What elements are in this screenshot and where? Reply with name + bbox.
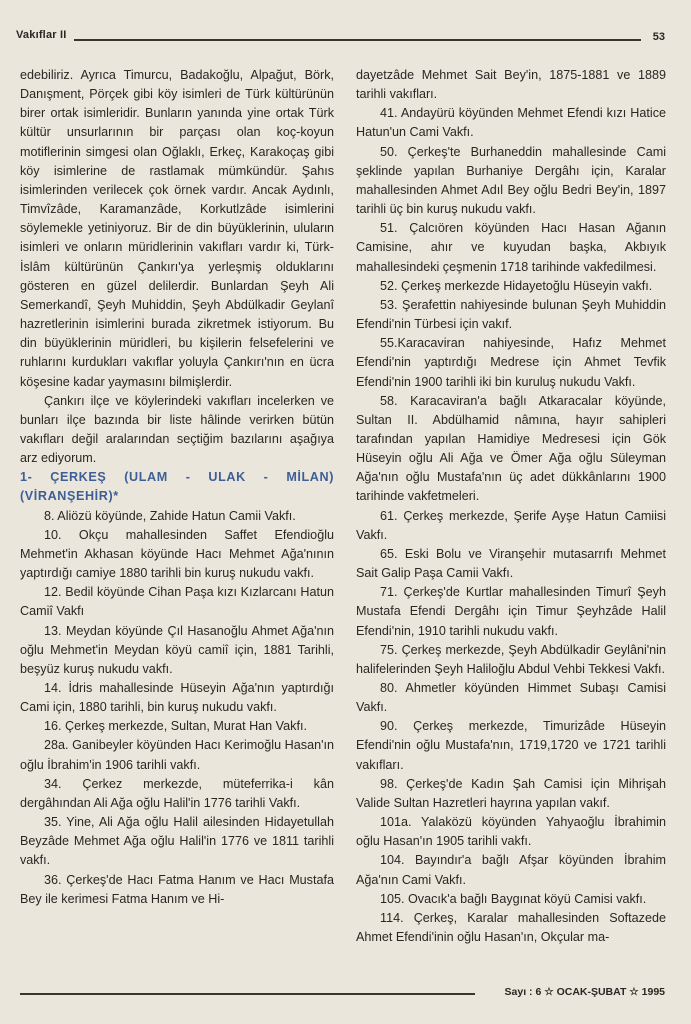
list-item: 75. Çerkeş merkezde, Şeyh Abdülkadir Geylâni'nin halifelerinden Şeyh Haliloğlu Abdul Vehbi Tekkesi Vakfı. [356, 642, 666, 676]
intro-paragraph-1: edebiliriz. Ayrıca Timurcu, Badakoğlu, Alpağut, Börk, Danışment, Pörçek gibi köy isimleri de Türk kültürünün birer ortak isimleridir. Bunların yanında yine ortak Türk kültür unsurlarının bir parçası olan koç-koyun motiflerinin simgesi olan Oğlaklı, Erkeç, Karakoçaş gibi köy isimlerine de rastlamak mümkündür. Şahıs isimlerinden verilecek çok örnek vardır. Ancak Aydınlı, Timvîzâde, Karamanzâde, Korkutlzâde isimlerini söylemekle yetiniyoruz. Bir de din büyüklerinin, ulularιn isimleri ve onların müridlerinin vakıfları vardır ki, Türk-İslâm kültürünün Çankırı'ya yerleşmiş olduklarını gösteren en güzel delilerdir. Bunlardan Şeyh Ali Semerkandî, Şeyh Muhiddin, Şeyh Abdülkadir Geylanî hazretlerinin isimlerini burada zikretmek istiyorum. Bu din büyüklerinin müridleri, bu kişilerin felsefelerini ve ruhlarını kurdukları vakıflar yoluyla Çankırı'nın en ücra köşesine kadar yaymasını bilmişlerdir. [20, 68, 334, 389]
issue-year: 1995 [641, 986, 665, 998]
list-item: 53. Şerafettin nahiyesinde bulunan Şeyh Muhiddin Efendi'nin Türbesi için vakıf. [356, 297, 666, 332]
header-rule [74, 39, 641, 41]
left-column [20, 66, 334, 909]
list-item: 50. Çerkeş'te Burhaneddin mahallesinde Cami şeklinde yapılan Burhaniye Dergâhı için, Karalar mahallesinden Ahmet Adıl Bey oğlu Bedri Bey'in, 1897 tarihli üç bin kuruş nukudu vakfı. [356, 144, 666, 217]
list-item: 104. Bayındır'a bağlı Afşar köyünden İbrahim Ağa'nın Cami Vakfı. [356, 853, 666, 887]
list-item: 41. Andayürü köyünden Mehmet Efendi kızı Hatice Hatun'un Cami Vakfı. [356, 106, 666, 140]
star-icon: ☆ [544, 986, 554, 998]
list-item: 105. Ovacık'a bağlı Baygınat köyü Camisi vakfı. [380, 891, 647, 906]
list-item: 101a. Yalaközü köyünden Yahyaoğlu İbrahimin oğlu Hasan'ın 1905 tarihli vakfı. [356, 815, 666, 849]
list-item: 10. Okçu mahallesinden Saffet Efendioğlu Mehmet'in Akhasan köyünde Hacı Mehmet Ağa'nının yaptırdığı camiye 1880 tarihli bin kuruş nukudu vakfı. [20, 527, 334, 581]
issue-number: Sayı : 6 [504, 986, 542, 998]
journal-title: Vakıflar II [16, 29, 67, 41]
list-item: 58. Karacaviran'a bağlı Atkaracalar köyünde, Sultan II. Abdülhamid nâmına, hayır sahipleri tarafından yapılan Hamidiye Medresesi için Gök Hüseyin oğlu Ali Ağa ve Ömer Ağa oğlu Süleyman Ağa'nın oğlu Mustafa'nın üç adet dükkânlarını 1900 tarihinde vakfetmeleri. [356, 393, 666, 504]
list-item: 12. Bedil köyünde Cihan Paşa kızı Kızlarcanı Hatun Camiî Vakfı [20, 585, 334, 619]
list-item: 8. Aliözü köyünde, Zahide Hatun Camii Vakfı. [44, 508, 296, 523]
list-item: 14. İdris mahallesinde Hüseyin Ağa'nın yaptırdığı Cami için, 1880 tarihli, bin kuruş nukudu vakfı. [20, 681, 334, 715]
list-item: 61. Çerkeş merkezde, Şerife Ayşe Hatun Camiisi Vakfı. [356, 508, 666, 542]
list-item: 36. Çerkeş'de Hacı Fatma Hanım ve Hacı Mustafa Bey ile kerimesi Fatma Hanım ve Hi- [20, 872, 334, 906]
section-heading: 1- ÇERKEŞ (ULAM - ULAK - MİLAN) (VİRANŞEHİR)* [20, 470, 334, 504]
star-icon: ☆ [629, 986, 639, 998]
intro-paragraph-2: Çankırı ilçe ve köylerindeki vakıfları incelerken ve bunları ilçe bazında bir liste hâlinde verirken bütün vakıfları değil aralarından seçtiğim bazılarını aşağıya arz ediyorum. [20, 393, 334, 466]
page-header [16, 26, 665, 48]
list-item: 34. Çerkez merkezde, müteferrika-i kân dergâhından Ali Ağa oğlu Halil'in 1776 tarihli Vakfı. [20, 776, 334, 810]
list-item: 52. Çerkeş merkezde Hidayetoğlu Hüseyin vakfı. [380, 278, 653, 293]
list-item: dayetzâde Mehmet Sait Bey'in, 1875-1881 ve 1889 tarihli vakıfları. [356, 68, 666, 102]
list-item: 51. Çalcıören köyünden Hacı Hasan Ağanın Camisine, ahır ve kuyudan başka, Akbıyık mahallesindeki çeşmenin 1718 tarihinde vakfedilmesi. [356, 221, 666, 274]
page-footer [20, 986, 665, 1006]
footer-rule [20, 993, 475, 995]
list-item: 71. Çerkeş'de Kurtlar mahallesinden Timurî Şeyh Mustafa Efendi Dergâhı için Timur Şeyhzâde Halil Efendi'nin, 1910 tarihli nukudu vakfı. [356, 585, 666, 638]
list-item: 98. Çerkeş'de Kadın Şah Camisi için Mihrişah Valide Sultan Hazretleri hayrına yapılan vakıf. [356, 776, 666, 810]
list-item: 65. Eski Bolu ve Viranşehir mutasarrıfı Mehmet Sait Galip Paşa Camii Vakfı. [356, 546, 666, 581]
list-item: 13. Meydan köyünde Çıl Hasanoğlu Ahmet Ağa'nın oğlu Mehmet'in Meydan köyü camiî için, 1881 Tarihli, beşyüz kuruş nukudu vakfı. [20, 623, 334, 676]
list-item: 16. Çerkeş merkezde, Sultan, Murat Han Vakfı. [44, 719, 307, 734]
issue-period: OCAK-ŞUBAT [556, 986, 627, 998]
list-item: 55.Karacaviran nahiyesinde, Hafız Mehmet Efendi'nin yaptırdığı Medrese için Ahmet Tevfik Efendi'nin 1900 tarihli iki bin kuruluş nukudu Vakfı. [356, 336, 666, 389]
page-number: 53 [652, 31, 665, 43]
list-item: 90. Çerkeş merkezde, Timurizâde Hüseyin Efendi'nin oğlu Mustafa'nın, 1719,1720 ve 1721 tarihli vakıfları. [356, 719, 666, 772]
list-item: 35. Yine, Ali Ağa oğlu Halil ailesinden Hidayetullah Beyzâde Mehmet Ağa oğlu Halil'in 1776 ve 1811 tarihli vakfı. [20, 815, 334, 868]
right-column [356, 66, 666, 947]
list-item: 80. Ahmetler köyünden Himmet Subaşı Camisi Vakfı. [356, 681, 666, 715]
list-item: 28a. Ganibeyler köyünden Hacı Kerimoğlu Hasan'ın oğlu İbrahim'in 1906 tarihli vakfı. [20, 738, 334, 772]
list-item: 114. Çerkeş, Karalar mahallesinden Softazede Ahmet Efendi'inin oğlu Hasan'ın, Okçular ma- [356, 910, 666, 945]
issue-info [505, 986, 665, 998]
